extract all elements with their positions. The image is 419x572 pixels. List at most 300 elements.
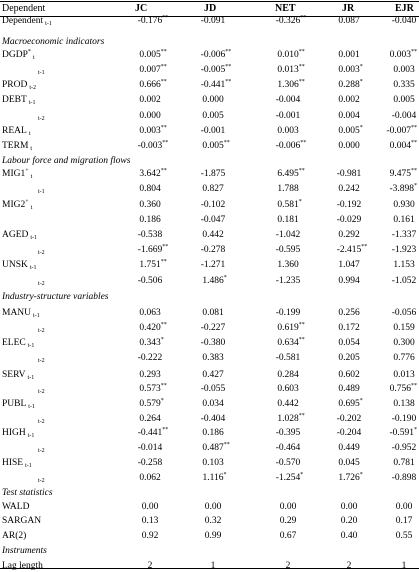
cell-value: 0.002 <box>139 95 161 105</box>
cell-value: 0.00 <box>204 502 222 512</box>
cell-value: -0.006 <box>275 141 301 151</box>
table-cell <box>338 125 362 137</box>
table-cell <box>138 442 163 454</box>
table-cell <box>201 337 226 349</box>
table-cell <box>396 501 413 513</box>
significance-stars: ** <box>160 168 167 174</box>
table-cell <box>139 125 166 137</box>
row-label-text: DGDP <box>2 50 28 60</box>
table-cell <box>277 64 304 76</box>
cell-value: -0.441 <box>200 80 226 90</box>
row-label <box>2 398 35 410</box>
cell-value: -0.005 <box>200 65 226 75</box>
cell-value: 0.054 <box>338 338 360 348</box>
table-cell <box>139 337 163 349</box>
table-cell <box>139 322 166 334</box>
table-cell <box>280 501 297 513</box>
row-label <box>2 352 45 364</box>
row-label-text: WALD <box>2 502 30 512</box>
table-cell <box>277 413 304 425</box>
table-cell <box>201 79 232 91</box>
table-cell <box>276 472 304 484</box>
cell-value: 0.005 <box>139 50 161 60</box>
cell-value: -0.190 <box>391 414 417 424</box>
table-cell <box>277 214 298 226</box>
table-cell <box>202 307 223 319</box>
row-label-sub: t-1 <box>28 404 35 410</box>
cell-value: 0.489 <box>338 384 360 394</box>
table-cell <box>393 214 414 226</box>
cell-value: 0.293 <box>139 370 161 380</box>
cell-value: 0.013 <box>277 65 299 75</box>
cell-value: -0.055 <box>200 384 226 394</box>
table-cell <box>337 244 368 256</box>
significance-stars: ** <box>225 64 232 70</box>
table-cell <box>139 307 160 319</box>
row-label <box>2 515 41 527</box>
cell-value: 0.161 <box>393 215 415 225</box>
row-label-text: TERM <box>2 141 29 151</box>
table-cell <box>276 442 301 454</box>
significance-stars: ** <box>298 337 305 343</box>
row-label <box>2 168 32 180</box>
table-cell <box>396 515 413 527</box>
significance-stars: ** <box>411 125 417 131</box>
cell-value: -0.176 <box>137 16 163 26</box>
table-cell <box>276 110 301 122</box>
table-cell <box>277 259 298 271</box>
table-cell <box>286 560 291 572</box>
cell-value: 0.487 <box>202 443 224 453</box>
cell-value: 0.292 <box>338 230 360 240</box>
cell-value: 1.360 <box>277 260 299 270</box>
table-cell <box>386 125 417 137</box>
row-label <box>2 259 37 271</box>
table-cell <box>338 369 359 381</box>
cell-value: -0.192 <box>336 200 362 210</box>
cell-value: 2 <box>346 561 352 571</box>
table-cell <box>392 442 417 454</box>
section-heading: Labour force and migration flows <box>2 156 131 166</box>
table-cell <box>341 515 358 527</box>
table-cell <box>202 229 223 241</box>
significance-stars: ** <box>298 79 305 85</box>
row-label-sub: t <box>32 55 35 61</box>
cell-value: 0.634 <box>277 338 299 348</box>
cell-value: -0.204 <box>336 428 362 438</box>
cell-value: 0.181 <box>277 215 299 225</box>
cell-value: -0.040 <box>391 16 417 26</box>
row-label <box>2 49 35 61</box>
cell-value: 0.420 <box>139 323 161 333</box>
cell-value: 0.00 <box>395 502 413 512</box>
cell-value: 9.475 <box>389 169 411 179</box>
cell-value: -3.898 <box>389 184 414 194</box>
significance-stars: ** <box>162 244 169 250</box>
cell-value: 1.751 <box>139 260 161 270</box>
table-cell <box>202 442 229 454</box>
table-cell <box>396 530 413 542</box>
table-cell <box>276 275 301 287</box>
cell-value: 0.172 <box>338 323 360 333</box>
cell-value: 0.756 <box>389 384 411 394</box>
table-cell <box>276 427 301 439</box>
cell-value: -1.235 <box>275 276 301 286</box>
row-label-sub: t-1 <box>29 265 37 271</box>
table-cell <box>277 125 298 137</box>
significance-stars: * <box>359 79 363 85</box>
table-cell <box>338 140 359 152</box>
row-label-sub: t-1 <box>45 21 52 27</box>
table-cell <box>202 94 223 106</box>
row-label <box>2 64 45 76</box>
table-cell <box>202 110 223 122</box>
cell-value: 0.602 <box>338 370 360 380</box>
row-label <box>2 413 45 425</box>
cell-value: 0.186 <box>139 215 161 225</box>
table-cell <box>205 530 222 542</box>
table-cell <box>202 369 223 381</box>
significance-stars: ** <box>160 49 167 55</box>
row-label <box>2 79 36 91</box>
table-cell <box>392 229 417 241</box>
table-cell <box>138 229 163 241</box>
cell-value: -0.898 <box>391 473 417 483</box>
section-heading: Macroeconomic indicators <box>2 37 105 47</box>
significance-stars: ** <box>162 15 169 21</box>
row-label-text: SERV <box>2 370 26 380</box>
table-cell <box>201 322 226 334</box>
row-label-text: MIG2 <box>2 200 26 210</box>
cell-value: -0.199 <box>275 308 301 318</box>
cell-value: -0.506 <box>137 276 163 286</box>
table-cell <box>392 110 417 122</box>
row-label-text: MANU <box>2 308 32 318</box>
table-cell <box>276 307 301 319</box>
cell-value: -0.001 <box>275 111 301 121</box>
significance-stars: ** <box>223 140 230 146</box>
cell-value: 0.776 <box>393 353 415 363</box>
table-cell <box>139 383 166 395</box>
table-cell <box>201 15 226 27</box>
table-cell <box>211 560 216 572</box>
table-cell <box>341 530 358 542</box>
row-label-sub: t-2 <box>38 250 45 256</box>
row-label-sub: t-1 <box>30 235 38 241</box>
row-label-sub: t-2 <box>38 328 45 334</box>
cell-value: 2 <box>147 561 153 571</box>
row-label <box>2 501 29 513</box>
cell-value: -0.014 <box>137 443 163 453</box>
table-cell <box>205 501 222 513</box>
significance-stars: * <box>160 398 164 404</box>
cell-value: -0.581 <box>275 353 301 363</box>
table-cell <box>276 229 301 241</box>
table-cell <box>277 337 304 349</box>
row-label-sub: t-2 <box>29 85 37 91</box>
table-cell <box>201 64 232 76</box>
cell-value: 0.449 <box>338 443 360 453</box>
row-label-text: PROD <box>2 80 28 90</box>
significance-stars: ** <box>160 322 167 328</box>
cell-value: 0.003 <box>277 126 299 136</box>
cell-value: 0.003 <box>389 50 411 60</box>
row-label-sub: t <box>28 131 31 137</box>
significance-stars: ** <box>298 413 305 419</box>
cell-value: 0.335 <box>393 80 415 90</box>
cell-value: -1.254 <box>275 473 301 483</box>
cell-value: 0.00 <box>279 502 297 512</box>
cell-value: 0.003 <box>338 65 360 75</box>
table-cell <box>338 110 359 122</box>
cell-value: 0.13 <box>141 516 159 526</box>
row-label <box>2 442 45 454</box>
cell-value: -0.102 <box>200 200 226 210</box>
table-cell <box>138 427 169 439</box>
col-header-dependent: Dependent <box>2 3 46 14</box>
table-cell <box>338 15 359 27</box>
row-label-text: AGED <box>2 230 29 240</box>
table-cell <box>139 49 166 61</box>
table-cell <box>337 427 362 439</box>
cell-value: -0.091 <box>200 16 226 26</box>
table-cell <box>338 229 359 241</box>
section-heading: Instruments <box>2 546 47 556</box>
table-cell <box>139 110 160 122</box>
cell-value: 0.383 <box>202 353 224 363</box>
table-cell <box>337 168 362 180</box>
cell-value: 0.994 <box>338 276 360 286</box>
table-cell <box>392 275 417 287</box>
cell-value: 0.20 <box>340 516 358 526</box>
cell-value: -0.029 <box>336 215 362 225</box>
cell-value: 1.726 <box>338 473 360 483</box>
table-cell <box>202 457 223 469</box>
col-header-jc: JC <box>135 3 148 14</box>
table-cell <box>280 530 297 542</box>
significance-stars: * <box>300 472 304 478</box>
table-cell <box>337 413 362 425</box>
row-label <box>2 229 37 241</box>
row-label-text: ELEC <box>2 338 26 348</box>
cell-value: 0.619 <box>277 323 299 333</box>
cell-value: 0.256 <box>338 308 360 318</box>
table-cell <box>389 183 417 195</box>
row-label-sup: + <box>25 168 29 174</box>
cell-value: 1 <box>210 561 216 571</box>
cell-value: -1.923 <box>391 245 417 255</box>
table-cell <box>277 398 298 410</box>
table-cell <box>201 49 232 61</box>
table-cell <box>138 15 169 27</box>
cell-value: 0.138 <box>393 399 415 409</box>
table-cell <box>338 275 359 287</box>
cell-value: -0.227 <box>200 323 226 333</box>
cell-value: -0.326 <box>275 16 301 26</box>
table-cell <box>280 515 297 527</box>
table-cell <box>142 501 159 513</box>
row-label-sub: t-2 <box>38 448 45 454</box>
table-cell <box>338 307 359 319</box>
table-cell <box>139 94 160 106</box>
table-cell <box>338 352 359 364</box>
table-cell <box>338 457 359 469</box>
significance-stars: * <box>160 337 164 343</box>
table-cell <box>138 457 163 469</box>
row-label-text: SARGAN <box>2 516 42 526</box>
table-cell <box>276 352 301 364</box>
table-cell <box>139 168 166 180</box>
cell-value: 0.55 <box>395 531 413 541</box>
table-cell <box>393 199 414 211</box>
table-cell <box>338 64 362 76</box>
cell-value: 0.930 <box>393 200 415 210</box>
table-cell <box>338 383 359 395</box>
cell-value: 0.92 <box>141 531 159 541</box>
section-heading: Test statistics <box>2 488 53 498</box>
cell-value: -2.415 <box>336 245 362 255</box>
bottom-rule <box>0 568 419 569</box>
cell-value: 0.17 <box>395 516 413 526</box>
row-label-sub: t-1 <box>28 100 36 106</box>
cell-value: 0.442 <box>277 399 299 409</box>
cell-value: 1.306 <box>277 80 299 90</box>
cell-value: 0.827 <box>202 184 224 194</box>
significance-stars: * <box>359 398 363 404</box>
cell-value: 0.288 <box>338 80 360 90</box>
cell-value: -0.464 <box>275 443 301 453</box>
table-cell <box>201 199 226 211</box>
top-rule <box>0 1 419 2</box>
significance-stars: ** <box>298 64 305 70</box>
table-cell <box>389 427 417 439</box>
cell-value: 1.153 <box>393 260 415 270</box>
cell-value: 0.087 <box>338 16 360 26</box>
table-cell <box>139 64 166 76</box>
cell-value: 0.284 <box>277 370 299 380</box>
table-cell <box>390 383 417 395</box>
cell-value: 1.788 <box>277 184 299 194</box>
row-label-sup: + <box>25 199 29 205</box>
row-label-sub: t-1 <box>27 343 35 349</box>
table-cell <box>337 199 362 211</box>
row-label <box>2 369 34 381</box>
cell-value: 0.013 <box>393 370 415 380</box>
row-label <box>2 110 45 122</box>
cell-value: 1.486 <box>202 276 224 286</box>
table-cell <box>277 183 298 195</box>
row-label-sub: t-2 <box>38 419 45 425</box>
row-label-sub: t-1 <box>27 375 35 381</box>
table-cell <box>201 383 226 395</box>
cell-value: 0.603 <box>277 384 299 394</box>
cell-value: 0.103 <box>202 458 224 468</box>
row-label-sub: t-2 <box>38 358 45 364</box>
cell-value: 0.427 <box>202 370 224 380</box>
cell-value: -1.875 <box>200 169 226 179</box>
cell-value: 0.99 <box>204 531 222 541</box>
table-cell <box>392 244 417 256</box>
table-cell <box>393 259 414 271</box>
cell-value: -0.981 <box>336 169 362 179</box>
table-cell <box>277 369 298 381</box>
row-label <box>2 337 34 349</box>
cell-value: 0.007 <box>139 65 161 75</box>
cell-value: -0.570 <box>275 458 301 468</box>
cell-value: -0.591 <box>389 428 414 438</box>
table-cell <box>390 49 417 61</box>
cell-value: 0.32 <box>204 516 222 526</box>
row-label-sub: t-1 <box>25 463 32 469</box>
table-cell <box>138 275 163 287</box>
cell-value: 0.062 <box>139 473 161 483</box>
cell-value: -0.001 <box>200 126 226 136</box>
cell-value: -0.278 <box>200 245 226 255</box>
row-label <box>2 307 40 319</box>
cell-value: 0.29 <box>279 516 297 526</box>
table-cell <box>392 15 417 27</box>
cell-value: -1.052 <box>391 276 417 286</box>
table-cell <box>392 472 417 484</box>
table-cell <box>277 199 301 211</box>
row-label <box>2 322 45 334</box>
cell-value: -1.042 <box>275 230 301 240</box>
cell-value: -0.056 <box>391 308 417 318</box>
cell-value: -0.202 <box>336 414 362 424</box>
table-cell <box>201 214 226 226</box>
table-cell <box>202 275 226 287</box>
table-cell <box>338 322 359 334</box>
table-cell <box>202 398 223 410</box>
cell-value: -0.380 <box>200 338 226 348</box>
table-cell <box>393 322 414 334</box>
table-cell <box>201 259 226 271</box>
table-cell <box>276 457 301 469</box>
significance-stars: ** <box>160 259 167 265</box>
cell-value: 0.40 <box>340 531 358 541</box>
table-cell <box>139 199 160 211</box>
cell-value: -0.006 <box>200 50 226 60</box>
table-cell <box>276 244 301 256</box>
significance-stars: ** <box>411 140 417 146</box>
cell-value: 0.000 <box>202 95 224 105</box>
row-label-text: HISE <box>2 458 24 468</box>
table-cell <box>201 244 226 256</box>
cell-value: 0.045 <box>338 458 360 468</box>
cell-value: -0.003 <box>137 141 163 151</box>
cell-value: 0.343 <box>139 338 161 348</box>
significance-stars: ** <box>160 125 167 131</box>
table-cell <box>139 472 160 484</box>
cell-value: 0.005 <box>338 126 360 136</box>
cell-value: 0.804 <box>139 184 161 194</box>
table-cell <box>277 168 304 180</box>
cell-value: 0.005 <box>202 141 224 151</box>
table-cell <box>139 214 160 226</box>
cell-value: 0.666 <box>139 80 161 90</box>
cell-value: 0.360 <box>139 200 161 210</box>
cell-value: -0.595 <box>275 245 301 255</box>
table-cell <box>277 322 304 334</box>
cell-value: 0.003 <box>393 65 415 75</box>
cell-value: 0.781 <box>393 458 415 468</box>
table-cell <box>338 49 359 61</box>
cell-value: 1.116 <box>202 473 224 483</box>
row-label-sub: t <box>30 174 33 180</box>
table-cell <box>205 515 222 527</box>
significance-stars: ** <box>225 49 232 55</box>
table-cell <box>139 398 163 410</box>
